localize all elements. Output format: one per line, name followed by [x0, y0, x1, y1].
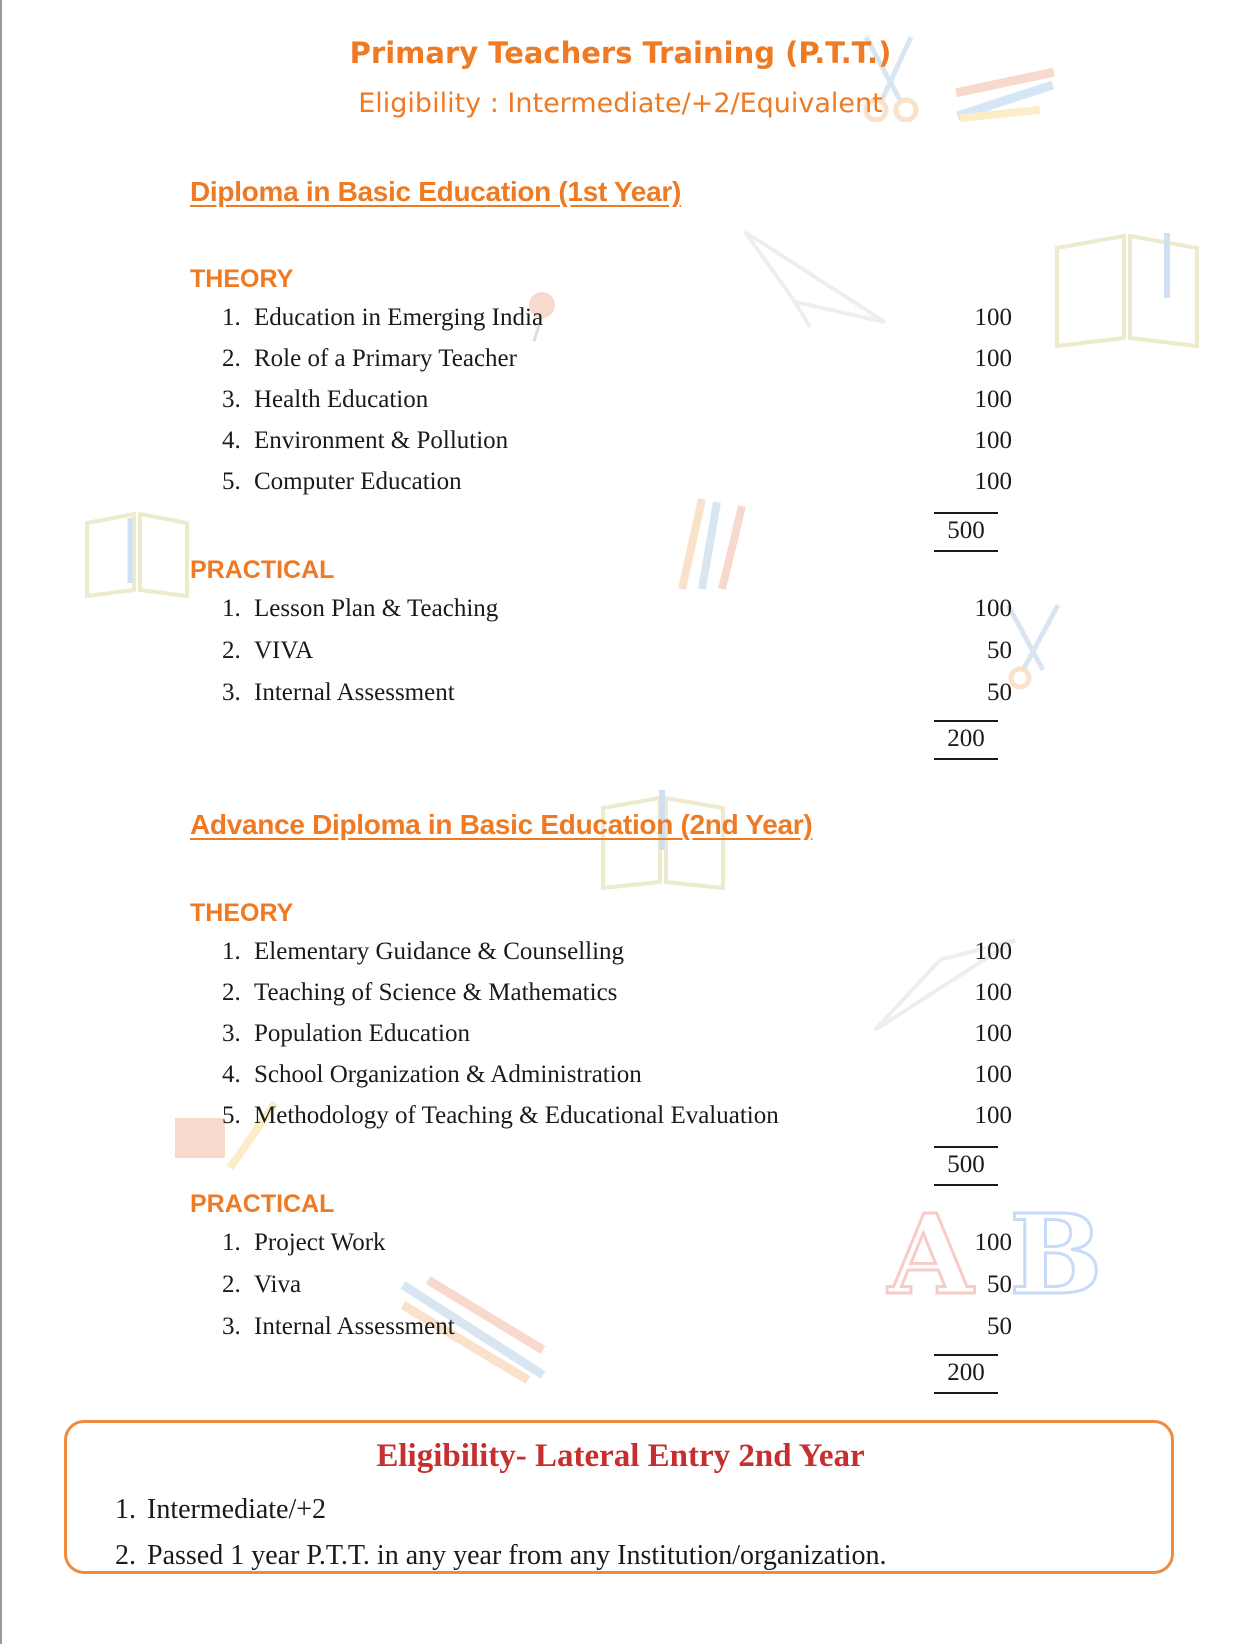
theory-total: 500	[934, 1146, 998, 1186]
open-book-icon	[1052, 228, 1202, 348]
eligibility-text: Passed 1 year P.T.T. in any year from any Institution/organization.	[147, 1540, 887, 1571]
subject-row	[222, 386, 1012, 428]
page-subtitle: Eligibility : Intermediate/+2/Equivalent	[358, 88, 883, 119]
theory-heading: THEORY	[190, 899, 294, 927]
item-number: 1.	[222, 938, 241, 965]
subject-marks: 100	[974, 1020, 1012, 1047]
item-number: 1.	[222, 595, 241, 622]
subject-name: School Organization & Administration	[254, 1061, 642, 1088]
item-number: 2.	[222, 1271, 241, 1298]
item-number: 4.	[222, 1061, 241, 1088]
subject-marks: 50	[987, 1313, 1012, 1340]
subject-marks: 100	[974, 345, 1012, 372]
subject-marks: 100	[974, 979, 1012, 1006]
subject-marks: 50	[987, 679, 1012, 706]
subject-row	[222, 679, 1012, 721]
subject-row	[222, 304, 1012, 346]
subject-name: Internal Assessment	[254, 1313, 455, 1340]
item-number: 2.	[222, 345, 241, 372]
page-title: Primary Teachers Training (P.T.T.)	[349, 36, 892, 70]
subject-name: Education in Emerging India	[254, 304, 544, 331]
lateral-entry-title: Eligibility- Lateral Entry 2nd Year	[376, 1438, 865, 1474]
eligibility-item	[115, 1540, 887, 1572]
subject-marks: 100	[974, 1102, 1012, 1129]
subject-row	[222, 468, 1012, 510]
subject-marks: 50	[987, 1271, 1012, 1298]
subject-marks: 100	[974, 938, 1012, 965]
item-number: 2.	[222, 637, 241, 664]
subject-row	[222, 1102, 1012, 1144]
item-number: 5.	[222, 468, 241, 495]
item-number: 4.	[222, 427, 241, 454]
subject-name: Methodology of Teaching & Educational Evaluation	[254, 1102, 779, 1129]
subject-row	[222, 1313, 1012, 1355]
subject-row	[222, 637, 1012, 679]
subject-row	[222, 595, 1012, 637]
subject-row	[222, 345, 1012, 387]
subject-marks: 50	[987, 637, 1012, 664]
subject-name: Project Work	[254, 1229, 386, 1256]
eligibility-item	[115, 1494, 326, 1526]
subject-row	[222, 1271, 1012, 1313]
section-heading-2nd-year: Advance Diploma in Basic Education (2nd Year)	[190, 809, 813, 840]
item-number: 1.	[222, 1229, 241, 1256]
subject-name: Population Education	[254, 1020, 470, 1047]
item-number: 3.	[222, 386, 241, 413]
subject-row	[222, 1229, 1012, 1271]
subject-name: Viva	[254, 1271, 302, 1298]
practical-total: 200	[934, 720, 998, 760]
page-edge	[0, 0, 2, 1644]
subject-marks: 100	[974, 386, 1012, 413]
subject-row	[222, 979, 1012, 1021]
subject-marks: 100	[974, 304, 1012, 331]
practical-heading: PRACTICAL	[190, 556, 335, 584]
subject-name: Health Education	[254, 386, 429, 413]
open-book-icon	[82, 508, 192, 598]
theory-total: 500	[934, 512, 998, 552]
subject-name: Lesson Plan & Teaching	[254, 595, 499, 622]
letter-a-art: A	[888, 1190, 970, 1319]
subject-marks: 100	[974, 427, 1012, 454]
item-number: 5.	[222, 1102, 241, 1129]
subject-marks: 100	[974, 1061, 1012, 1088]
subject-name: Role of a Primary Teacher	[254, 345, 517, 372]
subject-name: Environment & Pollution	[254, 427, 509, 454]
subject-row	[222, 1020, 1012, 1062]
practical-heading: PRACTICAL	[190, 1190, 335, 1218]
subject-name: Elementary Guidance & Counselling	[254, 938, 625, 965]
subject-row	[222, 427, 1012, 469]
subject-name: Teaching of Science & Mathematics	[254, 979, 618, 1006]
item-number: 2.	[222, 979, 241, 1006]
subject-name: Computer Education	[254, 468, 462, 495]
item-number: 1.	[115, 1494, 136, 1525]
item-number: 3.	[222, 1020, 241, 1047]
item-number: 3.	[222, 1313, 241, 1340]
subject-name: VIVA	[254, 637, 314, 664]
item-number: 1.	[222, 304, 241, 331]
subject-name: Internal Assessment	[254, 679, 455, 706]
subject-marks: 100	[974, 468, 1012, 495]
eligibility-text: Intermediate/+2	[147, 1494, 327, 1525]
item-number: 2.	[115, 1540, 136, 1571]
letter-b-art: B	[1009, 1190, 1099, 1319]
theory-heading: THEORY	[190, 265, 294, 293]
subject-marks: 100	[974, 1229, 1012, 1256]
subject-row	[222, 938, 1012, 980]
item-number: 3.	[222, 679, 241, 706]
practical-total: 200	[934, 1354, 998, 1394]
section-heading-1st-year: Diploma in Basic Education (1st Year)	[190, 176, 681, 207]
subject-marks: 100	[974, 595, 1012, 622]
subject-row	[222, 1061, 1012, 1103]
